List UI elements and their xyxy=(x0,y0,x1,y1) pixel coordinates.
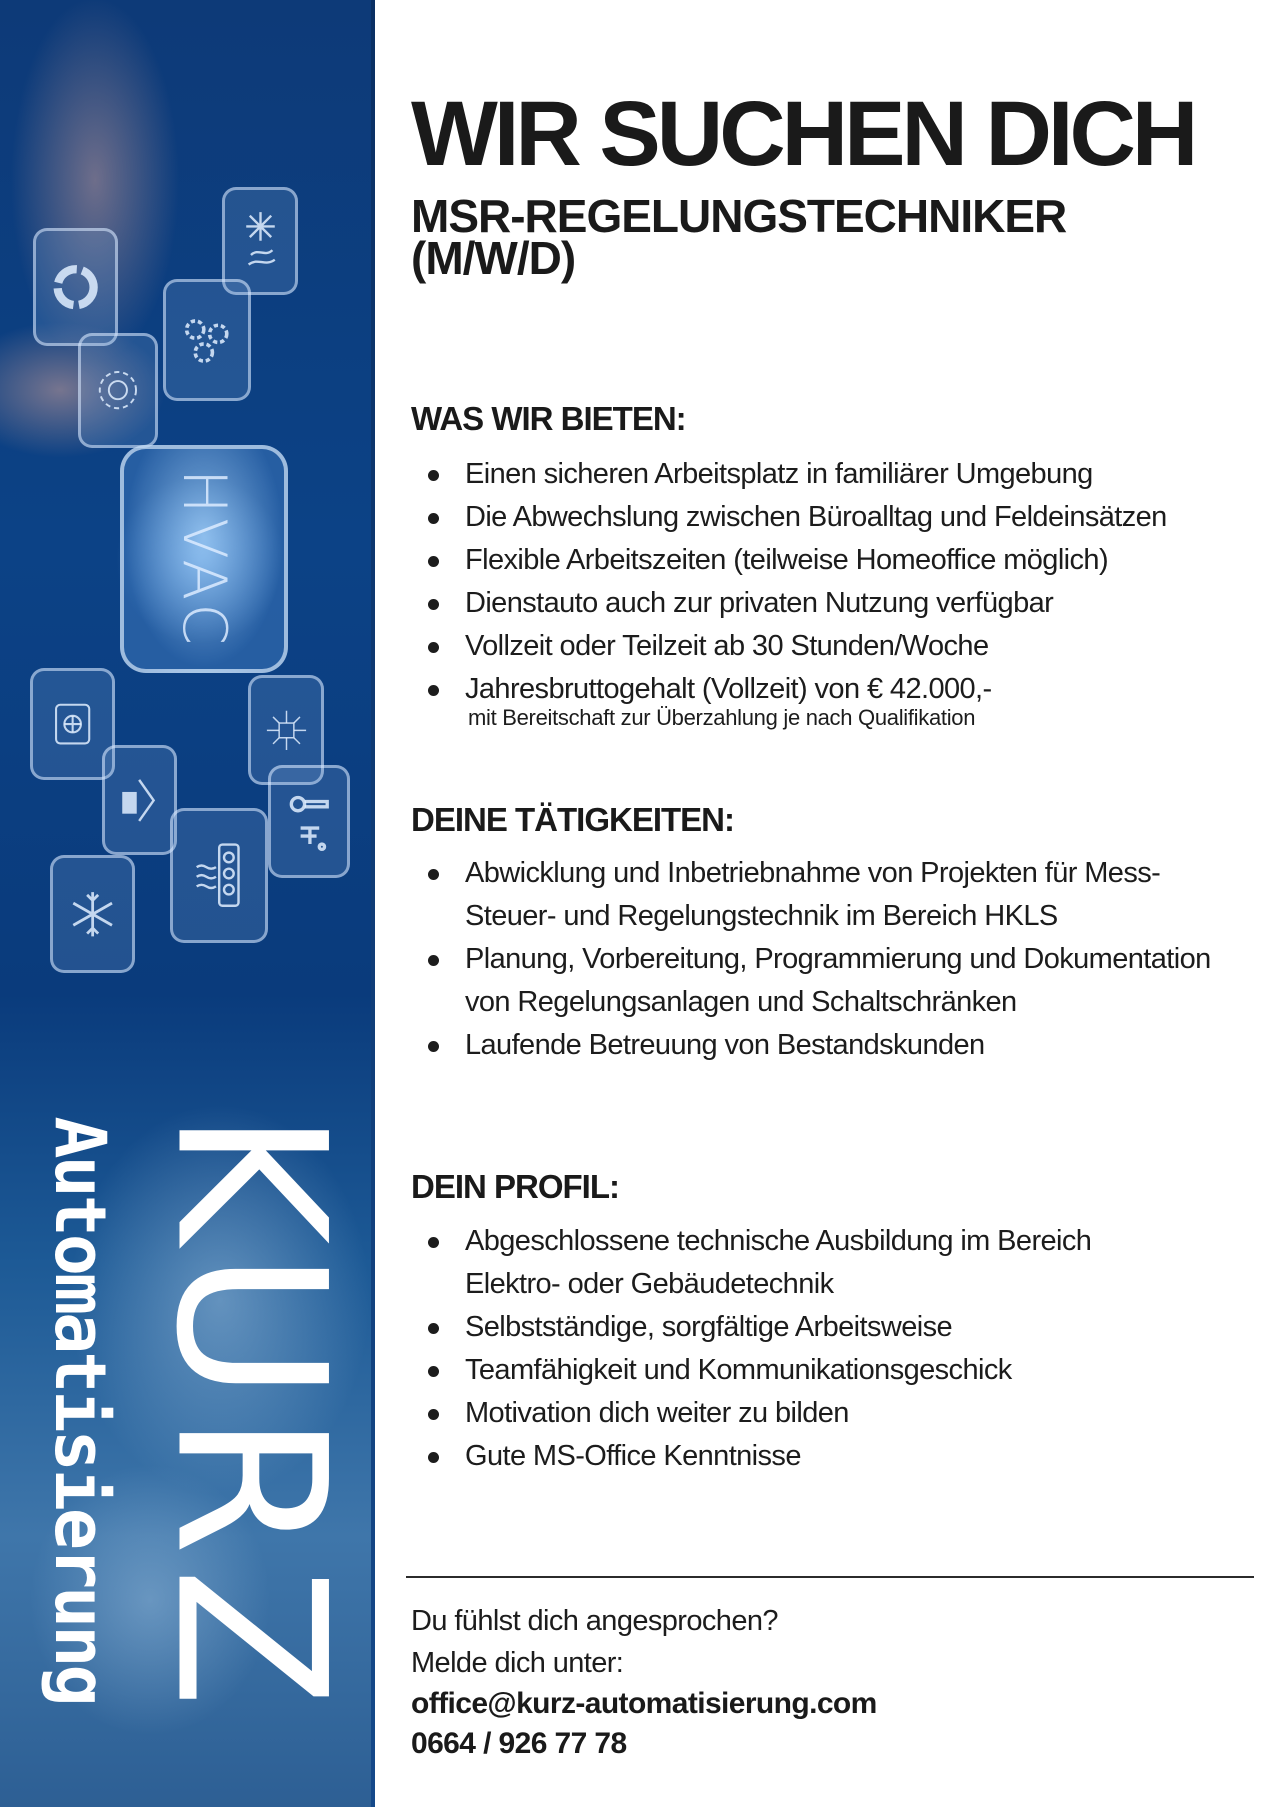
panel-edge xyxy=(371,0,375,1807)
hvac-label: HVAC xyxy=(169,468,239,650)
list-item: Abgeschlossene technische Ausbildung im Bereich Elektro- oder Gebäudetechnik xyxy=(411,1220,1191,1306)
list-item: Gute MS-Office Kenntnisse xyxy=(411,1435,1191,1478)
contact-question: Du fühlst dich angesprochen? xyxy=(411,1605,778,1637)
ring-segments-icon xyxy=(33,228,118,346)
company-logo xyxy=(130,1040,369,1790)
list-item: Planung, Vorbereitung, Programmierung und Dokumentation von Regelungsanlagen und Schaltschränken xyxy=(411,938,1211,1024)
profile-list xyxy=(411,1220,1191,1478)
company-logo-subtitle xyxy=(40,1040,120,1780)
list-item: Motivation dich weiter zu bilden xyxy=(411,1392,1191,1435)
list-item: Teamfähigkeit und Kommunikationsgeschick xyxy=(411,1349,1191,1392)
logo-subtitle-text: Automatisierung xyxy=(39,1116,121,1704)
contact-phone-link[interactable]: 0664 / 926 77 78 xyxy=(411,1727,627,1760)
side-image-panel xyxy=(0,0,375,1807)
contact-email-link[interactable]: office@kurz-automatisierung.com xyxy=(411,1687,877,1720)
logo-wordmark: KURZ xyxy=(130,1110,369,1720)
gears-icon xyxy=(163,279,251,401)
house-arrow-icon xyxy=(102,745,177,855)
snowflake-icon xyxy=(50,855,135,973)
job-title: MSR-REGELUNGSTECHNIKER (M/W/D) xyxy=(411,190,1067,284)
list-item: Einen sicheren Arbeitsplatz in familiärer Umgebung xyxy=(411,453,1261,496)
thermometer-fahrenheit-icon xyxy=(268,765,350,878)
divider xyxy=(406,1576,1254,1578)
list-item: Flexible Arbeitszeiten (teilweise Homeoffice möglich) xyxy=(411,539,1261,582)
contact-block xyxy=(411,1600,877,1764)
section-heading-benefits: WAS WIR BIETEN: xyxy=(411,400,686,437)
air-swirl-icon xyxy=(78,333,158,448)
list-item: Jahresbruttogehalt (Vollzeit) von € 42.000,- mit Bereitschaft zur Überzahlung je nach Qualifikation xyxy=(411,668,1261,731)
section-heading-profile: DEIN PROFIL: xyxy=(411,1168,619,1205)
list-item: Laufende Betreuung von Bestandskunden xyxy=(411,1024,1211,1067)
list-item: Abwicklung und Inbetriebnahme von Projekten für Mess- Steuer- und Regelungstechnik im Bereich HKLS xyxy=(411,852,1211,938)
tasks-list xyxy=(411,852,1211,1067)
list-item: Selbstständige, sorgfältige Arbeitsweise xyxy=(411,1306,1191,1349)
headline: WIR SUCHEN DICH xyxy=(411,83,1195,185)
list-item: Vollzeit oder Teilzeit ab 30 Stunden/Woche xyxy=(411,625,1261,668)
contact-prompt: Melde dich unter: xyxy=(411,1647,624,1679)
air-conditioner-icon xyxy=(170,808,268,943)
benefits-list xyxy=(411,453,1261,731)
list-item: Dienstauto auch zur privaten Nutzung verfügbar xyxy=(411,582,1261,625)
section-heading-tasks: DEINE TÄTIGKEITEN: xyxy=(411,801,735,838)
list-item: Die Abwechslung zwischen Büroalltag und Feldeinsätzen xyxy=(411,496,1261,539)
hvac-tile xyxy=(120,445,288,673)
salary-note: mit Bereitschaft zur Überzahlung je nach Qualifikation xyxy=(468,705,976,730)
